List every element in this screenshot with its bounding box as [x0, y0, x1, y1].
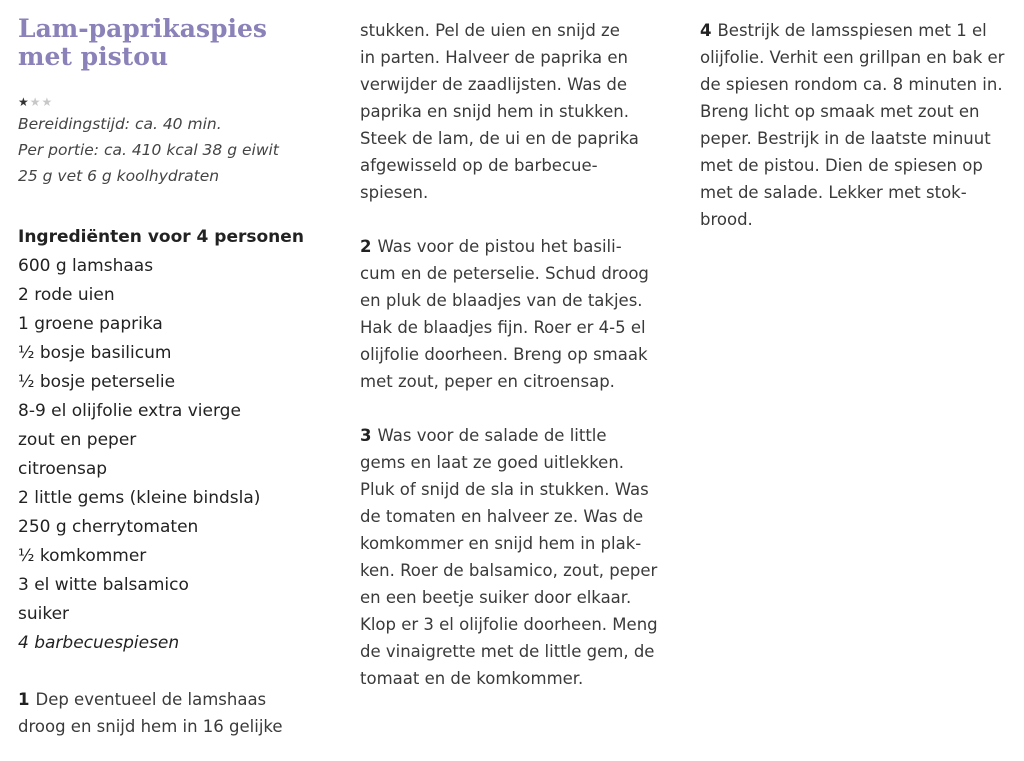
ingredient: 4 barbecuespiesen: [18, 633, 180, 653]
step-text: spiesen.: [360, 183, 429, 202]
ingredient: 2 little gems (kleine bindsla): [18, 488, 261, 508]
recipe-meta: [18, 111, 348, 189]
step-text: olijfolie doorheen. Breng op smaak: [360, 345, 648, 364]
step-text: paprika en snijd hem in stukken.: [360, 102, 629, 121]
star-icon-filled: ★: [18, 95, 30, 109]
step-text: komkommer en snijd hem in plak-: [360, 534, 642, 553]
step-text: afgewisseld op de barbecue-: [360, 156, 598, 175]
ingredient: 600 g lamshaas: [18, 256, 154, 276]
star-icon-empty: ★: [41, 95, 54, 109]
step-number: 3: [360, 426, 372, 445]
ingredient: citroensap: [18, 459, 108, 479]
step-text: Steek de lam, de ui en de paprika: [360, 129, 639, 148]
step-number: 4: [700, 21, 712, 40]
step-text: gems en laat ze goed uitlekken.: [360, 453, 625, 472]
step-text: Was voor de pistou het basili-: [377, 237, 622, 256]
column-1: [18, 0, 348, 740]
step-text: met de pistou. Dien de spiesen op: [700, 156, 983, 175]
step-1-start: [18, 686, 348, 740]
step-text: Hak de blaadjes fijn. Roer er 4-5 el: [360, 318, 646, 337]
step-3: [360, 422, 690, 692]
step-text: de tomaten en halveer ze. Was de: [360, 507, 644, 526]
column-3: [700, 0, 1020, 233]
recipe-title: [18, 15, 348, 71]
step-text: en pluk de blaadjes van de takjes.: [360, 291, 643, 310]
ingredient: ½ bosje peterselie: [18, 372, 176, 392]
step-text: Dep eventueel de lamshaas: [35, 690, 267, 709]
star-icon-empty: ★: [29, 95, 42, 109]
nutrition-line-2: 25 g vet 6 g koolhydraten: [18, 167, 220, 185]
step-text: met de salade. Lekker met stok-: [700, 183, 967, 202]
ingredient: 250 g cherrytomaten: [18, 517, 199, 537]
step-text: Was voor de salade de little: [377, 426, 607, 445]
step-text: Pluk of snijd de sla in stukken. Was: [360, 480, 649, 499]
step-text: peper. Bestrijk in de laatste minuut: [700, 129, 991, 148]
ingredient: zout en peper: [18, 430, 137, 450]
step-text: stukken. Pel de uien en snijd ze: [360, 21, 620, 40]
step-number: 2: [360, 237, 372, 256]
step-text: Bestrijk de lamsspiesen met 1 el: [717, 21, 987, 40]
step-text: ken. Roer de balsamico, zout, peper: [360, 561, 658, 580]
step-text: brood.: [700, 210, 753, 229]
step-text: olijfolie. Verhit een grillpan en bak er: [700, 48, 1005, 67]
prep-time: Bereidingstijd: ca. 40 min.: [18, 115, 222, 133]
step-text: droog en snijd hem in 16 gelijke: [18, 717, 283, 736]
recipe-title-line-1: Lam-paprikaspies: [18, 14, 267, 43]
ingredient: ½ komkommer: [18, 546, 147, 566]
ingredient: 1 groene paprika: [18, 314, 163, 334]
step-2: [360, 233, 690, 395]
step-text: Breng licht op smaak met zout en: [700, 102, 980, 121]
ingredients-list: [18, 252, 348, 658]
difficulty-rating: [18, 95, 348, 109]
ingredient: 3 el witte balsamico: [18, 575, 189, 595]
step-text: de vinaigrette met de little gem, de: [360, 642, 655, 661]
ingredient: ½ bosje basilicum: [18, 343, 172, 363]
ingredients-heading: Ingrediënten voor 4 personen: [18, 227, 304, 247]
step-text: tomaat en de komkommer.: [360, 669, 584, 688]
ingredient: 2 rode uien: [18, 285, 115, 305]
step-text: en een beetje suiker door elkaar.: [360, 588, 632, 607]
ingredient: suiker: [18, 604, 70, 624]
step-text: de spiesen rondom ca. 8 minuten in.: [700, 75, 1003, 94]
step-text: in parten. Halveer de paprika en: [360, 48, 628, 67]
step-4: [700, 17, 1020, 233]
ingredient: 8-9 el olijfolie extra vierge: [18, 401, 241, 421]
recipe-title-line-2: met pistou: [18, 42, 169, 71]
step-text: cum en de peterselie. Schud droog: [360, 264, 649, 283]
nutrition-line-1: Per portie: ca. 410 kcal 38 g eiwit: [18, 141, 279, 159]
step-text: met zout, peper en citroensap.: [360, 372, 615, 391]
step-text: verwijder de zaadlijsten. Was de: [360, 75, 627, 94]
step-1-continued: [360, 17, 690, 206]
step-number: 1: [18, 690, 30, 709]
step-text: Klop er 3 el olijfolie doorheen. Meng: [360, 615, 658, 634]
column-2: [360, 0, 690, 692]
